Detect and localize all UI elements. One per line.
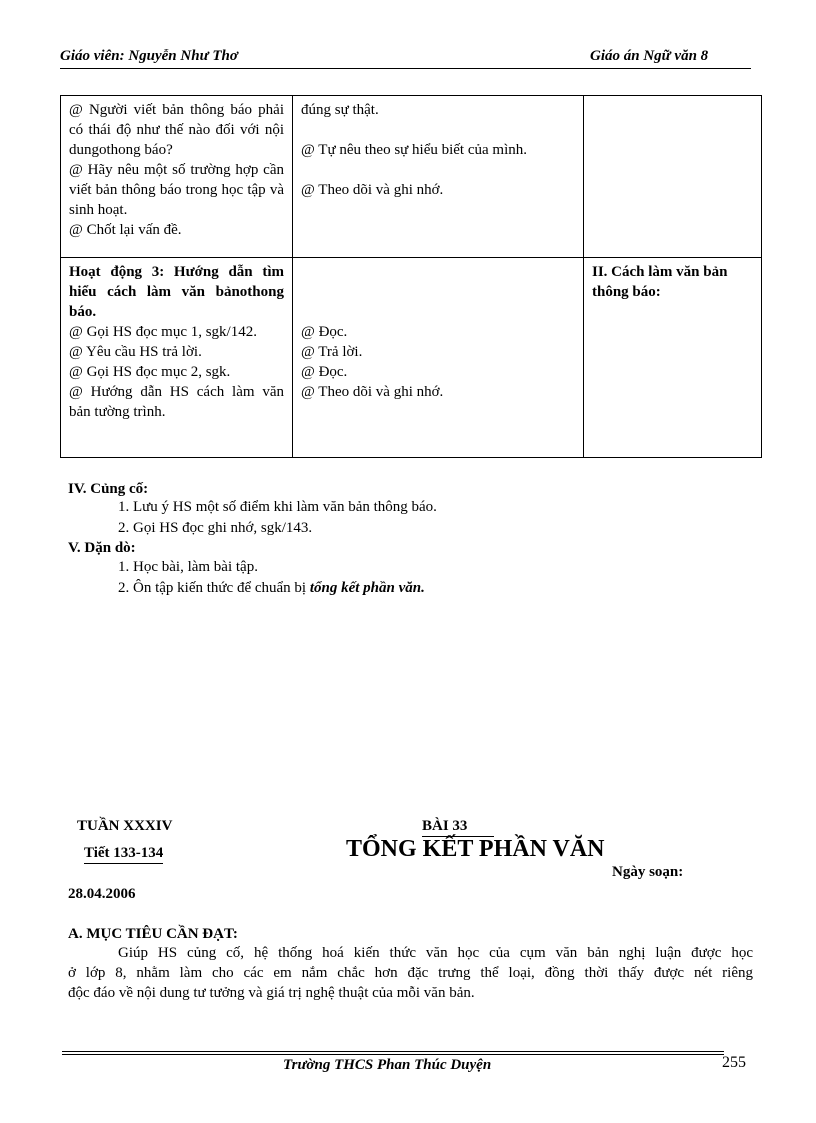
list-item: 2. Ôn tập kiến thức để chuẩn bị tổng kết phần văn. bbox=[118, 580, 425, 596]
header-rule bbox=[60, 68, 751, 69]
objectives-title: A. MỤC TIÊU CẦN ĐẠT: bbox=[68, 926, 238, 942]
content-cell bbox=[584, 258, 762, 458]
student-activity-cell bbox=[293, 258, 584, 458]
list-item: 2. Gọi HS đọc ghi nhớ, sgk/143. bbox=[118, 520, 313, 536]
homework-title: V. Dặn dò: bbox=[68, 540, 136, 556]
teacher-activity-cell bbox=[61, 96, 293, 258]
prep-date-label: Ngày soạn: bbox=[612, 864, 684, 880]
section-heading: II. Cách làm văn bản thông báo: bbox=[592, 264, 728, 300]
student-answer: @ Theo dõi và ghi nhớ. bbox=[301, 384, 444, 400]
student-answer: @ Theo dõi và ghi nhớ. bbox=[301, 182, 444, 198]
objectives-line: ở lớp 8, nhằm làm cho các em nắm chắc hơn đặc trưng thể loại, đồng thời thấy được nét riêng bbox=[68, 965, 753, 981]
consolidation-title: IV. Củng cố: bbox=[68, 481, 149, 497]
student-answer: @ Trả lời. bbox=[301, 344, 363, 360]
teacher-instruction: @ Yêu cầu HS trả lời. bbox=[69, 344, 202, 360]
student-answer: @ Đọc. bbox=[301, 324, 348, 340]
table-row bbox=[61, 96, 762, 258]
teacher-question: @ Người viết bản thông báo phải có thái độ như thế nào đối với nội dungothong báo? bbox=[69, 102, 284, 158]
student-activity-cell bbox=[293, 96, 584, 258]
teacher-conclusion: @ Chốt lại vấn đề. bbox=[69, 222, 182, 238]
teacher-instruction: @ Hướng dẫn HS cách làm văn bản tường trình. bbox=[69, 384, 284, 420]
footer-rule bbox=[62, 1054, 724, 1055]
page-number: 255 bbox=[722, 1054, 746, 1071]
period-label: Tiết 133-134 bbox=[84, 845, 163, 864]
teacher-activity-cell bbox=[61, 258, 293, 458]
objectives-line: Giúp HS củng cố, hệ thống hoá kiến thức văn học của cụm văn bản nghị luận được học bbox=[118, 945, 753, 961]
lesson-title: TỔNG KẾT PHẦN VĂN bbox=[346, 836, 605, 862]
student-answer: đúng sự thật. bbox=[301, 102, 379, 118]
teacher-name: Giáo viên: Nguyễn Như Thơ bbox=[60, 48, 238, 64]
student-answer: @ Tự nêu theo sự hiểu biết của mình. bbox=[301, 142, 528, 158]
activity-title: Hoạt động 3: Hướng dẫn tìm hiểu cách làm văn bảnothong báo. bbox=[69, 264, 284, 320]
school-name: Trường THCS Phan Thúc Duyện bbox=[283, 1057, 492, 1073]
teacher-question: @ Hãy nêu một số trường hợp cần viết bản thông báo trong học tập và sinh hoạt. bbox=[69, 162, 284, 218]
subject-name: Giáo án Ngữ văn 8 bbox=[590, 48, 709, 64]
objectives-line: độc đáo về nội dung tư tưởng và giá trị nghệ thuật của mỗi văn bản. bbox=[68, 985, 475, 1001]
content-cell bbox=[584, 96, 762, 258]
lesson-number: BÀI 33 bbox=[422, 818, 494, 837]
list-item: 1. Lưu ý HS một số điểm khi làm văn bản thông báo. bbox=[118, 499, 437, 515]
footer-rule bbox=[62, 1051, 724, 1052]
table-row bbox=[61, 258, 762, 458]
teacher-instruction: @ Gọi HS đọc mục 2, sgk. bbox=[69, 364, 231, 380]
week-label: TUẦN XXXIV bbox=[77, 818, 173, 834]
lesson-table bbox=[60, 95, 762, 458]
list-item: 1. Học bài, làm bài tập. bbox=[118, 559, 258, 575]
student-answer: @ Đọc. bbox=[301, 364, 348, 380]
emphasized-text: tổng kết phần văn. bbox=[309, 580, 425, 596]
prep-date: 28.04.2006 bbox=[68, 886, 136, 902]
teacher-instruction: @ Gọi HS đọc mục 1, sgk/142. bbox=[69, 324, 257, 340]
